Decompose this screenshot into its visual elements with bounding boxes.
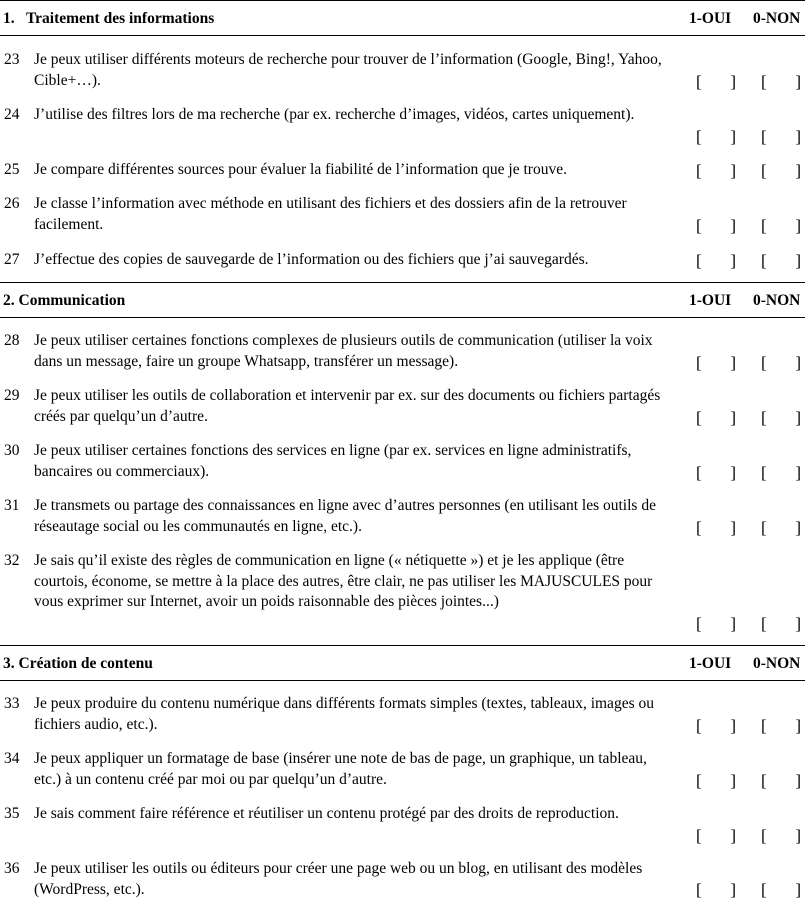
no-checkbox[interactable]: [ ] [761,771,801,790]
section-header-creation [0,645,805,681]
no-checkbox[interactable]: [ ] [761,127,801,146]
section-title: 2. Communication [3,292,126,309]
question-number: 26 [4,195,20,212]
yes-checkbox[interactable]: [ ] [696,127,736,146]
question-number: 23 [4,51,20,68]
column-header-no: 0-NON [753,10,801,27]
question-text: Je sais qu’il existe des règles de communication en ligne (« nétiquette ») et je les applique (être courtois, économe, se mettre à la place des autres, être clair, ne pas utiliser les MAJUSCULES pour vous exprimer sur Internet, avoir un poids raisonnable des pièces jointes...) [34,552,653,610]
question-number: 31 [4,497,20,514]
question-text: Je peux utiliser différents moteurs de recherche pour trouver de l’information (Google, Bing!, Yahoo, Cible+…). [34,51,662,89]
no-checkbox[interactable]: [ ] [761,161,801,180]
column-header-no: 0-NON [753,292,801,309]
question-number: 32 [4,552,20,569]
question-text: Je peux utiliser les outils de collaboration et intervenir par ex. sur des documents ou fichiers partagés créés par quelqu’un d’autre. [34,387,661,425]
no-checkbox[interactable]: [ ] [761,408,801,427]
question-text: Je peux appliquer un formatage de base (insérer une note de bas de page, un graphique, un tableau, etc.) à un contenu créé par moi ou par quelqu’un d’autre. [34,750,647,788]
yes-checkbox[interactable]: [ ] [696,880,736,899]
yes-checkbox[interactable]: [ ] [696,353,736,372]
yes-checkbox[interactable]: [ ] [696,161,736,180]
question-number: 27 [4,251,20,268]
question-text: Je peux utiliser les outils ou éditeurs pour créer une page web ou un blog, en utilisant des modèles (WordPress, etc.). [34,860,643,898]
yes-checkbox[interactable]: [ ] [696,716,736,735]
question-text: Je peux utiliser certaines fonctions complexes de plusieurs outils de communication (utiliser la voix dans un message, faire un groupe Whatsapp, transférer un message). [34,332,653,370]
yes-checkbox[interactable]: [ ] [696,216,736,235]
question-number: 29 [4,387,20,404]
section-header-traitement [0,0,805,36]
no-checkbox[interactable]: [ ] [761,463,801,482]
question-number: 24 [4,106,20,123]
question-text: Je classe l’information avec méthode en utilisant des fichiers et des dossiers afin de la retrouver facilement. [34,195,627,233]
no-checkbox[interactable]: [ ] [761,826,801,845]
question-number: 30 [4,442,20,459]
question-text: J’utilise des filtres lors de ma recherche (par ex. recherche d’images, vidéos, cartes uniquement). [34,106,635,123]
question-number: 35 [4,805,20,822]
yes-checkbox[interactable]: [ ] [696,72,736,91]
yes-checkbox[interactable]: [ ] [696,408,736,427]
no-checkbox[interactable]: [ ] [761,518,801,537]
section-title: 1. Traitement des informations [3,10,215,27]
no-checkbox[interactable]: [ ] [761,216,801,235]
question-number: 28 [4,332,20,349]
question-text: Je transmets ou partage des connaissances en ligne avec d’autres personnes (en utilisant les outils de réseautage social ou les communautés en ligne, etc.). [34,497,656,535]
column-header-yes: 1-OUI [689,292,732,309]
no-checkbox[interactable]: [ ] [761,716,801,735]
yes-checkbox[interactable]: [ ] [696,251,736,270]
yes-checkbox[interactable]: [ ] [696,518,736,537]
question-number: 36 [4,860,20,877]
no-checkbox[interactable]: [ ] [761,72,801,91]
section-header-communication [0,282,805,318]
question-text: Je peux utiliser certaines fonctions des services en ligne (par ex. services en ligne administratifs, bancaires ou commerciaux). [34,442,632,480]
question-number: 34 [4,750,20,767]
no-checkbox[interactable]: [ ] [761,880,801,899]
no-checkbox[interactable]: [ ] [761,251,801,270]
column-header-yes: 1-OUI [689,10,732,27]
question-number: 33 [4,695,20,712]
yes-checkbox[interactable]: [ ] [696,771,736,790]
no-checkbox[interactable]: [ ] [761,614,801,633]
question-text: Je peux produire du contenu numérique dans différents formats simples (textes, tableaux, images ou fichiers audio, etc.). [34,695,654,733]
question-text: Je sais comment faire référence et réutiliser un contenu protégé par des droits de reproduction. [34,805,619,822]
yes-checkbox[interactable]: [ ] [696,614,736,633]
question-text: J’effectue des copies de sauvegarde de l’information ou des fichiers que j’ai sauvegardés. [34,251,589,268]
column-header-no: 0-NON [753,655,801,672]
section-title: 3. Création de contenu [3,655,153,672]
yes-checkbox[interactable]: [ ] [696,826,736,845]
column-header-yes: 1-OUI [689,655,732,672]
question-text: Je compare différentes sources pour évaluer la fiabilité de l’information que je trouve. [34,161,567,178]
no-checkbox[interactable]: [ ] [761,353,801,372]
yes-checkbox[interactable]: [ ] [696,463,736,482]
question-number: 25 [4,161,20,178]
